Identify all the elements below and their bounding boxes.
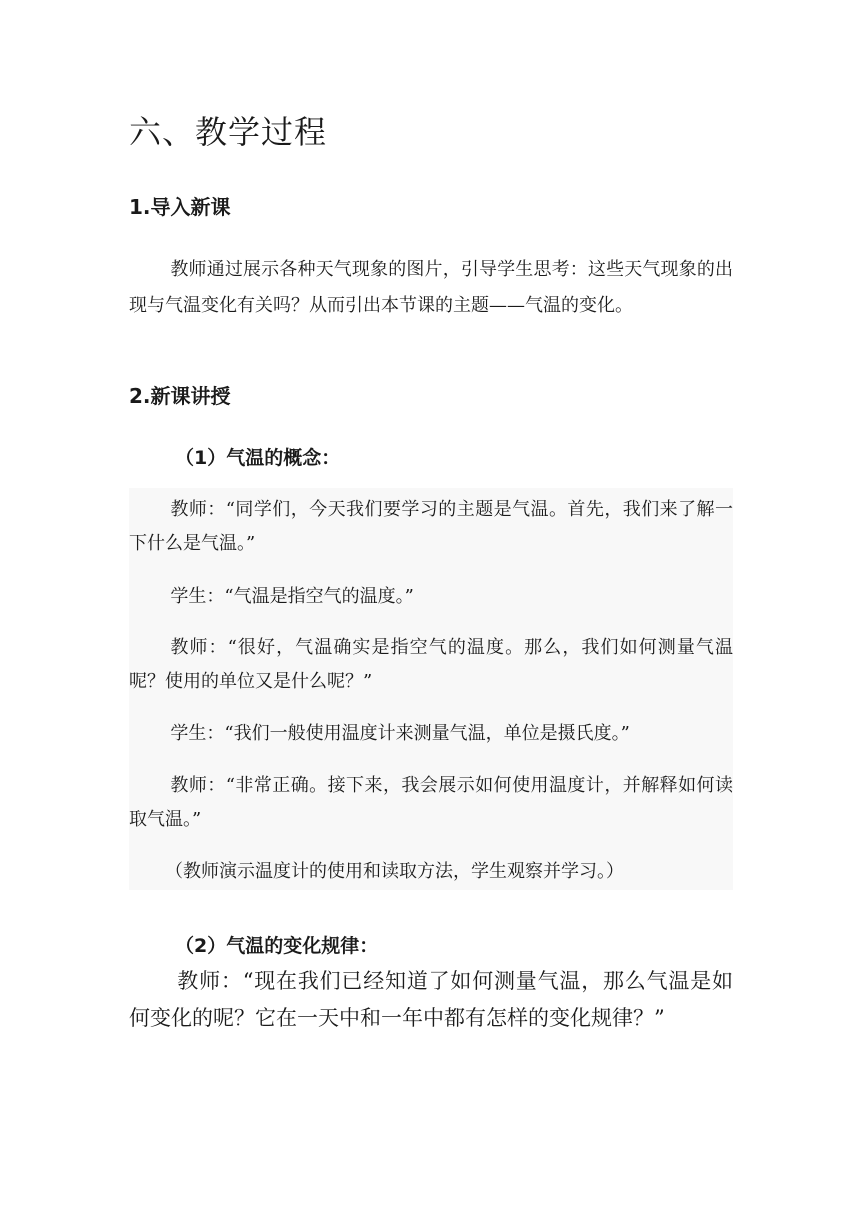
pattern-paragraph: 教师：“现在我们已经知道了如何测量气温，那么气温是如何变化的呢？它在一天中和一年中都有怎样的变化规律？” (129, 969, 733, 1030)
page-title: 六、教学过程 (129, 113, 328, 151)
intro-paragraph: 教师通过展示各种天气现象的图片，引导学生思考：这些天气现象的出现与气温变化有关吗？从而引出本节课的主题——气温的变化。 (129, 259, 733, 316)
section-heading-teaching: 2.新课讲授 (129, 384, 231, 408)
dialogue-line: 学生：“气温是指空气的温度。” (170, 586, 414, 607)
dialogue-line: 教师：“同学们，今天我们要学习的主题是气温。首先，我们来了解一下什么是气温。” (129, 499, 733, 554)
section-heading-intro: 1.导入新课 (129, 195, 231, 219)
dialogue-line: 教师：“非常正确。接下来，我会展示如何使用温度计，并解释如何读取气温。” (129, 775, 733, 830)
dialogue-line: 学生：“我们一般使用温度计来测量气温，单位是摄氏度。” (170, 723, 630, 744)
dialogue-block (129, 488, 733, 890)
stage-direction-note: （教师演示温度计的使用和读取方法，学生观察并学习。） (165, 861, 624, 882)
subheading-temperature-concept: （1）气温的概念： (175, 447, 341, 469)
dialogue-line: 教师：“很好，气温确实是指空气的温度。那么，我们如何测量气温呢？使用的单位又是什么呢？” (129, 637, 733, 692)
subheading-temperature-pattern: （2）气温的变化规律： (175, 935, 379, 957)
